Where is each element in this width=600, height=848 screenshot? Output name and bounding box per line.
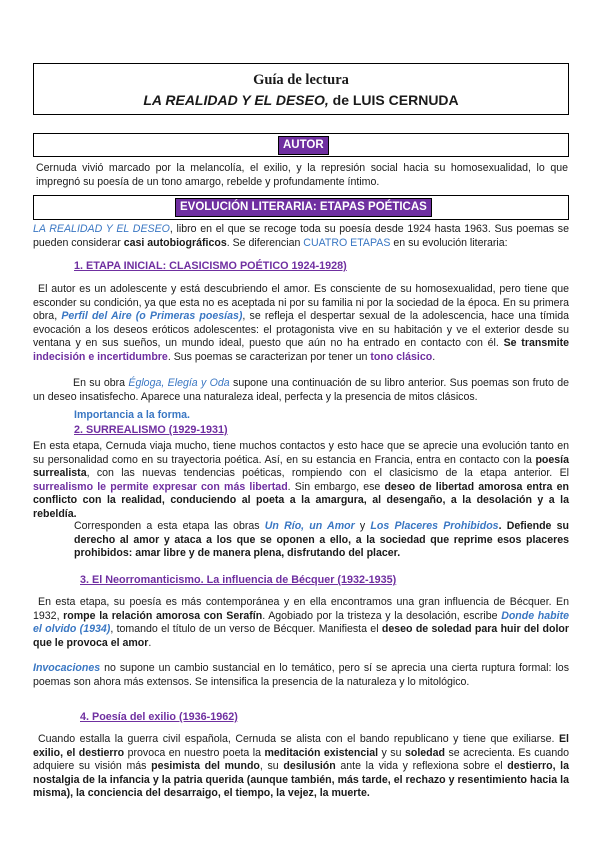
text: supone una continuación de su libro anterior. Sus poemas son fruto de un deseo insatisfecho. Aparece una naturaleza ideal, perfecta y la presencia de mitos clásicos. xyxy=(33,377,569,403)
bold-text: soledad xyxy=(404,746,446,759)
etapa3-paragraph xyxy=(33,596,569,650)
bold-text: meditación existencial xyxy=(264,746,379,759)
intro-text: en su evolución literaria: xyxy=(390,236,508,249)
bold-text: poesía surrealista xyxy=(33,453,569,480)
work-title: Donde habite el olvido (1934) xyxy=(33,609,569,636)
etapa1-paragraph xyxy=(33,283,569,365)
text: Se transmite xyxy=(503,337,569,350)
highlight: surrealismo le permite expresar con más libertad xyxy=(33,480,288,493)
book-title-italic: LA REALIDAD Y EL DESEO, xyxy=(143,92,329,108)
autor-heading: AUTOR xyxy=(278,136,329,155)
intro-bold: casi autobiográficos xyxy=(123,236,227,249)
etapa2-paragraph-2 xyxy=(74,520,569,561)
text: En esta etapa, Cernuda viaja mucho, tiene muchos contactos y esto hace que se aprecie una evolución tanto en su personalidad como en su trayectoria poética. Así, en su estancia en Francia, entra en contacto con la xyxy=(33,440,569,466)
work-title: Los Placeres Prohibidos xyxy=(370,520,499,532)
bold-text: El exilio, el destierro xyxy=(33,733,569,759)
bold-text: deseo de soledad para huir del dolor que le provoca el amor xyxy=(33,623,570,649)
book-title-author: de LUIS CERNUDA xyxy=(328,92,459,108)
guide-title: Guía de lectura xyxy=(253,72,349,88)
evolucion-heading: EVOLUCIÓN LITERARIA: ETAPAS POÉTICAS xyxy=(175,198,432,217)
text: En su obra xyxy=(73,377,129,389)
text: . Agobiado por la tristeza y la desolación, escribe xyxy=(262,609,502,622)
text: En esta etapa, su poesía es más contemporánea y en ella encontramos una gran influencia de Bécquer. En 1932, xyxy=(33,596,569,622)
text: . Sus poemas se caracterizan por tener un xyxy=(167,350,371,363)
evolucion-intro xyxy=(33,223,569,250)
intro-text: . Se diferencian xyxy=(226,236,304,249)
work-title: Invocaciones xyxy=(33,662,101,674)
etapa2-paragraph xyxy=(33,440,569,522)
title-box xyxy=(33,63,569,115)
text: Cuando estalla la guerra civil española, Cernuda se alista con el bando republicano y tiene que exiliarse. xyxy=(38,733,559,745)
text: y xyxy=(354,520,371,532)
book-title xyxy=(34,92,568,108)
text: , su xyxy=(259,760,284,773)
etapa1-forma: Importancia a la forma. xyxy=(74,409,190,421)
etapa1-paragraph-2 xyxy=(33,377,569,404)
work-title: Égloga, Elegía y Oda xyxy=(128,377,230,389)
text: . xyxy=(148,636,152,649)
work-title: Perfil del Aire (o Primeras poesías) xyxy=(61,310,243,323)
text: provoca en nuestro poeta la xyxy=(124,746,265,759)
text: Corresponden a esta etapa las obras xyxy=(74,520,265,532)
text: se acrecienta. Es cuando adquiere su visión más xyxy=(33,746,570,773)
etapa3-heading: 3. El Neorromanticismo. La influencia de Bécquer (1932-1935) xyxy=(80,574,397,586)
intro-book: LA REALIDAD Y EL DESEO xyxy=(33,223,170,235)
text: , con las nuevas tendencias poéticas, rompiendo con el clasicismo de la etapa anterior. El xyxy=(86,467,569,480)
bold-text: rompe la relación amorosa con Serafín xyxy=(63,609,263,622)
text: y su xyxy=(378,746,405,759)
highlight: tono clásico xyxy=(370,350,433,363)
text: , tomando el título de un verso de Bécquer. Manifiesta el xyxy=(110,623,382,636)
bold-text: pesimista del mundo xyxy=(151,760,260,773)
highlight: indecisión e incertidumbre xyxy=(33,350,168,363)
intro-etapas: CUATRO ETAPAS xyxy=(303,236,391,249)
bold-text: desilusión xyxy=(283,760,336,773)
etapa1-heading: 1. ETAPA INICIAL: CLASICISMO POÉTICO 1924-1928) xyxy=(74,260,347,272)
bold-text: deseo de libertad amorosa entra en conflicto con la realidad, conduciendo al poeta a la amargura, al desengaño, a la desolación y a la rebeldía. xyxy=(33,480,569,520)
bold-text: destierro, la nostalgia de la infancia y la patria querida (aunque también, más tarde, el rechazo y resentimiento hacia la misma), la conciencia del desarraigo, el tiempo, la vejez, la muerte. xyxy=(33,760,569,800)
work-title: Un Río, un Amor xyxy=(264,520,355,532)
text: ante la vida y reflexiona sobre el xyxy=(335,760,508,773)
text: . Sin embargo, ese xyxy=(287,480,385,493)
etapa3-paragraph-2 xyxy=(33,662,569,689)
etapa4-heading: 4. Poesía del exilio (1936-1962) xyxy=(80,711,238,723)
etapa4-paragraph xyxy=(33,733,569,801)
etapa2-heading: 2. SURREALISMO (1929-1931) xyxy=(74,424,228,436)
autor-text: Cernuda vivió marcado por la melancolía, el exilio, y la represión social hacia su homosexualidad, lo que impregnó su poesía de un tono amargo, rebelde y profundamente íntimo. xyxy=(36,162,568,188)
text: , se refleja el despertar sexual de la adolescencia, hace una tímida evocación a los deseos eróticos adolescentes: el protagonista vive en su habitación y ve el exterior desde su ventana y en sus sueños, un mundo ideal, puesto que aún no ha entrado en contacto con él. xyxy=(33,310,570,350)
text: no supone un cambio sustancial en lo temático, pero sí se aprecia una cierta ruptura formal: los poemas son ahora más extensos. Se intensifica la presencia de la naturaleza y lo mitológico. xyxy=(33,662,569,688)
text: El autor es un adolescente y está descubriendo el amor. Es consciente de su homosexualidad, pero tiene que esconder su condición, ya que esta no es aceptada ni por su familia ni por la sociedad de la época. En su primera obra, xyxy=(33,283,569,323)
text: . xyxy=(432,350,436,363)
intro-text: , libro en el que se recoge toda su poesía desde 1924 hasta 1963. Sus poemas se pueden considerar xyxy=(33,223,569,249)
bold-text: . Defiende su derecho al amor y ataca a los que se oponen a ello, a la sociedad que reprime esos placeres prohibidos: amar libre y de manera plena, disfrutando del placer. xyxy=(74,520,569,560)
